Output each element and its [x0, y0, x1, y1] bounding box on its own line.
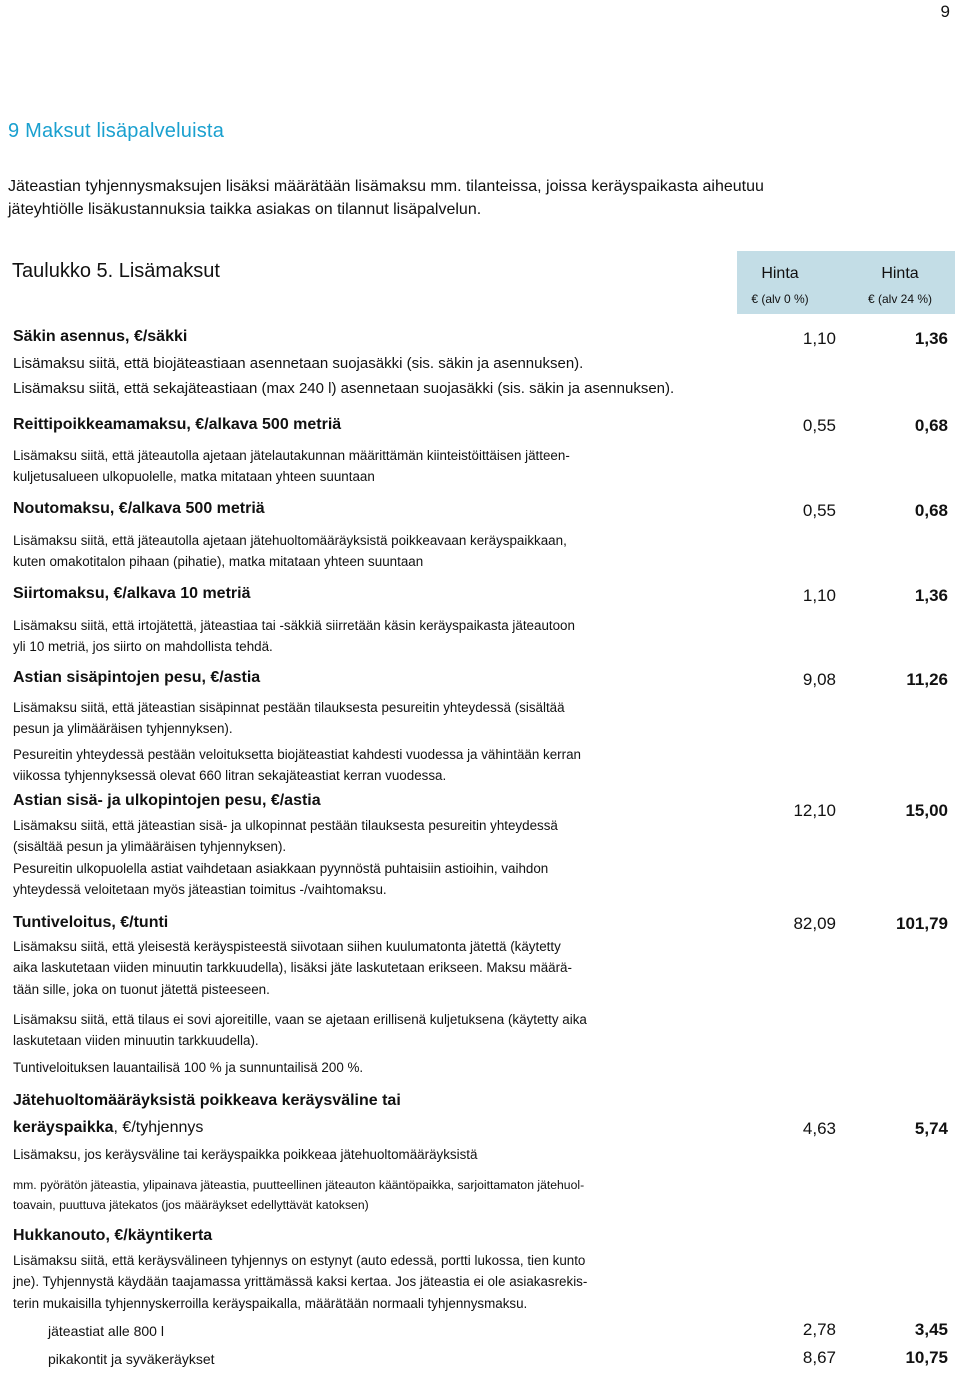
table-caption: Taulukko 5. Lisämaksut	[12, 260, 220, 282]
row-note: Lisämaksu siitä, että jäteastian sisäpinnat pestään tilauksesta pesureitin yhteydessä (sisältää	[13, 700, 565, 715]
price-vat24: 101,79	[896, 914, 948, 933]
row-note: Pesureitin yhteydessä pestään veloituksetta biojäteastiat kahdesti vuodessa ja vähintään kerran	[13, 747, 581, 762]
price-vat24: 11,26	[906, 670, 948, 689]
row-title-route-deviation: Reittipoikkeamamaksu, €/alkava 500 metriä	[13, 416, 342, 433]
row-title-sack-install: Säkin asennus, €/säkki	[13, 328, 188, 345]
column-header-price-vat24: Hinta	[881, 265, 919, 282]
row-note: laskutetaan viiden minuutin tarkkuudella).	[13, 1033, 259, 1048]
row-note: Lisämaksu, jos keräysväline tai keräyspaikka poikkeaa jätehuoltomääräyksistä	[13, 1147, 478, 1162]
column-subheader-vat0: € (alv 0 %)	[751, 292, 809, 306]
row-note: terin mukaisilla tyhjennyskerroilla keräyspaikalla, määrätään normaali tyhjennysmaksu.	[13, 1296, 528, 1311]
row-title-inner-outer-wash: Astian sisä- ja ulkopintojen pesu, €/astia	[13, 792, 321, 809]
price-vat0: 4,63	[802, 1119, 836, 1138]
price-vat24: 1,36	[914, 586, 948, 605]
subrow-label: pikakontit ja syväkeräykset	[48, 1351, 215, 1367]
price-vat24: 15,00	[905, 801, 948, 820]
column-subheader-vat24: € (alv 24 %)	[867, 292, 933, 306]
row-title-unit: , €/käyntikerta	[105, 1227, 213, 1244]
price-vat24: 10,75	[905, 1348, 948, 1367]
row-note: aika laskutetaan viiden minuutin tarkkuudella), lisäksi jäte laskutetaan erikseen. Maksu määrä-	[13, 960, 572, 975]
row-note: kuljetusalueen ulkopuolelle, matka mitataan yhteen suuntaan	[13, 469, 375, 484]
column-header-price-vat0: Hinta	[761, 265, 799, 282]
row-note: Lisämaksu siitä, että yleisestä keräyspisteestä siivotaan siihen kuulumatonta jätettä (käytetty	[13, 939, 561, 954]
section-heading: 9 Maksut lisäpalveluista	[8, 120, 225, 142]
price-vat0: 1,10	[802, 329, 836, 348]
row-note: Lisämaksu siitä, että jäteautolla ajetaan jätelautakunnan määrittämän kiinteistöittäisen jätteen-	[13, 448, 570, 463]
row-title-inner-wash: Astian sisäpintojen pesu, €/astia	[13, 669, 261, 686]
row-title-unit: , €/tyhjennys	[113, 1119, 204, 1136]
row-note: pesun ja ylimääräisen tyhjennyksen).	[13, 721, 233, 736]
row-note: (sisältää pesun ja ylimääräisen tyhjennyksen).	[13, 839, 287, 854]
price-vat0: 82,09	[793, 914, 836, 933]
row-note: Lisämaksu siitä, että biojäteastiaan asennetaan suojasäkki (sis. säkin ja asennuksen).	[13, 355, 584, 372]
row-note: Tuntiveloituksen lauantailisä 100 % ja sunnuntailisä 200 %.	[13, 1060, 364, 1075]
intro-line: Jäteastian tyhjennysmaksujen lisäksi määrätään lisämaksu mm. tilanteissa, joissa keräyspaikasta aiheutuu	[8, 178, 764, 195]
row-note: Pesureitin ulkopuolella astiat vaihdetaan asiakkaan pyynnöstä puhtaisiin astioihin, vaihdon	[13, 861, 549, 876]
row-note: jne). Tyhjennystä käydään taajamassa yrittämässä kaksi kertaa. Jos jäteastia ei ole asiakasrekis-	[13, 1274, 588, 1289]
row-title-bold-part: keräyspaikka	[13, 1119, 114, 1136]
price-vat0: 8,67	[802, 1348, 836, 1367]
row-note: yhteydessä veloitetaan myös jäteastian toimitus -/vaihtomaksu.	[13, 882, 387, 897]
price-vat0: 9,08	[802, 670, 836, 689]
row-note: mm. pyörätön jäteastia, ylipainava jäteastia, puutteellinen jäteauton kääntöpaikka, sarjoittamaton jätehuol-	[13, 1178, 585, 1192]
price-vat24: 0,68	[914, 416, 948, 435]
subrow-label: jäteastiat alle 800 l	[48, 1323, 164, 1339]
price-vat24: 1,36	[914, 329, 948, 348]
price-vat0: 12,10	[793, 801, 836, 820]
price-vat0: 0,55	[802, 501, 836, 520]
price-vat24: 5,74	[914, 1119, 948, 1138]
intro-paragraph	[8, 175, 764, 221]
row-note: Lisämaksu siitä, että keräysvälineen tyhjennys on estynyt (auto edessä, portti lukossa, tien kunto	[13, 1253, 586, 1268]
row-title-nonconforming-container: Jätehuoltomääräyksistä poikkeava keräysväline tai	[13, 1092, 401, 1109]
row-title-bold-part: Hukkanouto	[13, 1227, 106, 1244]
intro-line: jäteyhtiölle lisäkustannuksia taikka asiakas on tilannut lisäpalvelun.	[8, 201, 482, 218]
row-title-nonconforming-container-line2	[13, 1118, 203, 1138]
price-vat0: 2,78	[802, 1320, 836, 1339]
row-note: Lisämaksu siitä, että tilaus ei sovi ajoreitille, vaan se ajetaan erillisenä kuljetuksena (käytetty aika	[13, 1012, 587, 1027]
row-title-failed-pickup	[13, 1226, 212, 1246]
price-vat0: 0,55	[802, 416, 836, 435]
row-title-hourly-rate: Tuntiveloitus, €/tunti	[13, 914, 169, 931]
row-note: viikossa tyhjennyksessä olevat 660 litran sekajäteastiat kerran vuodessa.	[13, 768, 447, 783]
row-note: Lisämaksu siitä, että jäteautolla ajetaan jätehuoltomääräyksistä poikkeavaan keräyspaikkaan,	[13, 533, 567, 548]
price-vat0: 1,10	[802, 586, 836, 605]
price-vat24: 0,68	[914, 501, 948, 520]
row-title-transfer-fee: Siirtomaksu, €/alkava 10 metriä	[13, 585, 251, 602]
row-note: toavain, puuttuva jätekatos (jos määräykset edellyttävät katoksen)	[13, 1198, 369, 1212]
row-note: Lisämaksu siitä, että sekajäteastiaan (max 240 l) asennetaan suojasäkki (sis. säkin ja asennuksen).	[13, 380, 675, 397]
row-note: tään sille, joka on tuonut jätettä pisteeseen.	[13, 982, 270, 997]
row-note: Lisämaksu siitä, että jäteastian sisä- ja ulkopinnat pestään tilauksesta pesureitin yhteydessä	[13, 818, 558, 833]
page-number: 9	[940, 2, 950, 21]
row-note: yli 10 metriä, jos siirto on mahdollista tehdä.	[13, 639, 273, 654]
price-vat24: 3,45	[914, 1320, 948, 1339]
row-note: kuten omakotitalon pihaan (pihatie), matka mitataan yhteen suuntaan	[13, 554, 424, 569]
row-title-pickup-fee: Noutomaksu, €/alkava 500 metriä	[13, 500, 265, 517]
row-note: Lisämaksu siitä, että irtojätettä, jäteastiaa tai -säkkiä siirretään käsin keräyspaikasta jäteautoon	[13, 618, 575, 633]
